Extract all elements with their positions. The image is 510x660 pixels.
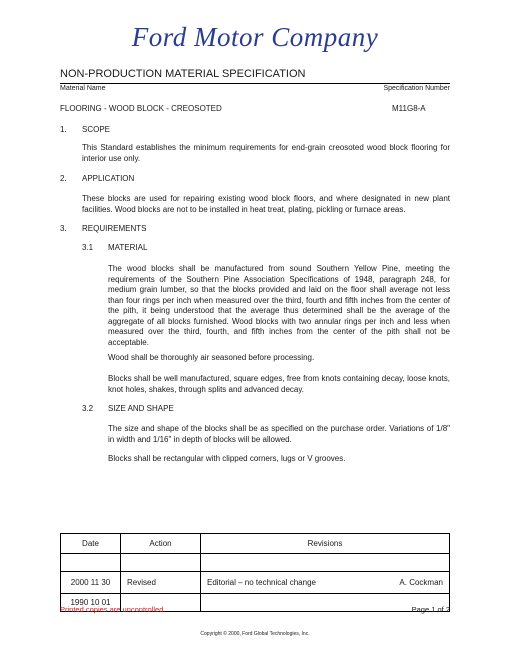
header-date: Date <box>61 534 121 554</box>
table-row <box>61 554 450 572</box>
material-paragraph-3: Blocks shall be well manufactured, square edges, free from knots containing decay, loose knots, knot holes, shakes, through splits and advanced decay. <box>108 374 450 394</box>
section-number: 2. <box>60 174 67 183</box>
subsection-number: 3.2 <box>82 404 94 413</box>
revision-table <box>60 533 450 612</box>
row-description <box>201 594 380 612</box>
size-shape-paragraph-2: Blocks shall be rectangular with clipped corners, lugs or V grooves. <box>108 454 346 463</box>
row-description: Editorial – no technical change <box>201 572 380 594</box>
material-paragraph-1: The wood blocks shall be manufactured from sound Southern Yellow Pine, meeting the requirements of the Southern Pine Association Specifications of 1948, paragraph 248, for medium grain lumber, so that the blocks provided and laid on the floor shall average not less than four rings per inch when measured over the third, fourth and fifth inches from the center of the pith, it being understood that the average thus determined shall be the average of the aggregate of all blocks furnished. Wood blocks with two annular rings per inch and less when measured over the third, fourth, and fifth inches from the center of the pith shall not be acceptable. <box>108 264 450 347</box>
material-paragraph-2: Wood shall be thoroughly air seasoned before processing. <box>108 353 315 362</box>
size-shape-paragraph-1: The size and shape of the blocks shall be as specified on the purchase order. Variations of 1/8" in width and 1/16" in depth of blocks will be allowed. <box>108 424 450 444</box>
row-action: Revised <box>121 572 201 594</box>
subsection-heading-material: MATERIAL <box>108 243 148 252</box>
scope-text: This Standard establishes the minimum requirements for end-grain creosoted wood block flooring for interior use only. <box>82 143 450 163</box>
ford-logo: Ford Motor Company <box>131 22 379 52</box>
section-heading-application: APPLICATION <box>82 174 135 183</box>
row-date <box>61 554 121 572</box>
uncontrolled-notice: Printed copies are uncontrolled <box>60 605 164 614</box>
section-number: 1. <box>60 125 67 134</box>
table-header-row <box>61 534 450 554</box>
row-author <box>380 554 450 572</box>
section-heading-scope: SCOPE <box>82 125 111 134</box>
spec-number: M11G8-A <box>392 104 426 113</box>
subsection-number: 3.1 <box>82 243 94 252</box>
row-date: 1990 10 01 <box>61 594 121 612</box>
table-row <box>61 572 450 594</box>
row-date: 2000 11 30 <box>61 572 121 594</box>
header-action: Action <box>121 534 201 554</box>
row-description <box>201 554 380 572</box>
section-heading-requirements: REQUIREMENTS <box>82 224 147 233</box>
page-number: Page 1 of 2 <box>411 605 450 614</box>
section-number: 3. <box>60 224 67 233</box>
subsection-heading-size-shape: SIZE AND SHAPE <box>108 404 174 413</box>
application-text: These blocks are used for repairing existing wood block floors, and where designated in new plant facilities. Wood blocks are not to be installed in heat treat, plating, pickling or furnace areas. <box>82 194 450 214</box>
document-title: NON-PRODUCTION MATERIAL SPECIFICATION <box>60 68 306 80</box>
material-name-label: Material Name <box>60 85 106 92</box>
material-name: FLOORING - WOOD BLOCK - CREOSOTED <box>60 104 222 113</box>
row-author: A. Cockman <box>380 572 450 594</box>
spec-number-label: Specification Number <box>383 85 450 92</box>
copyright-notice: Copyright © 2000, Ford Global Technologies, Inc. <box>200 631 310 637</box>
row-action <box>121 554 201 572</box>
header-revisions: Revisions <box>201 534 450 554</box>
title-divider <box>60 83 450 84</box>
